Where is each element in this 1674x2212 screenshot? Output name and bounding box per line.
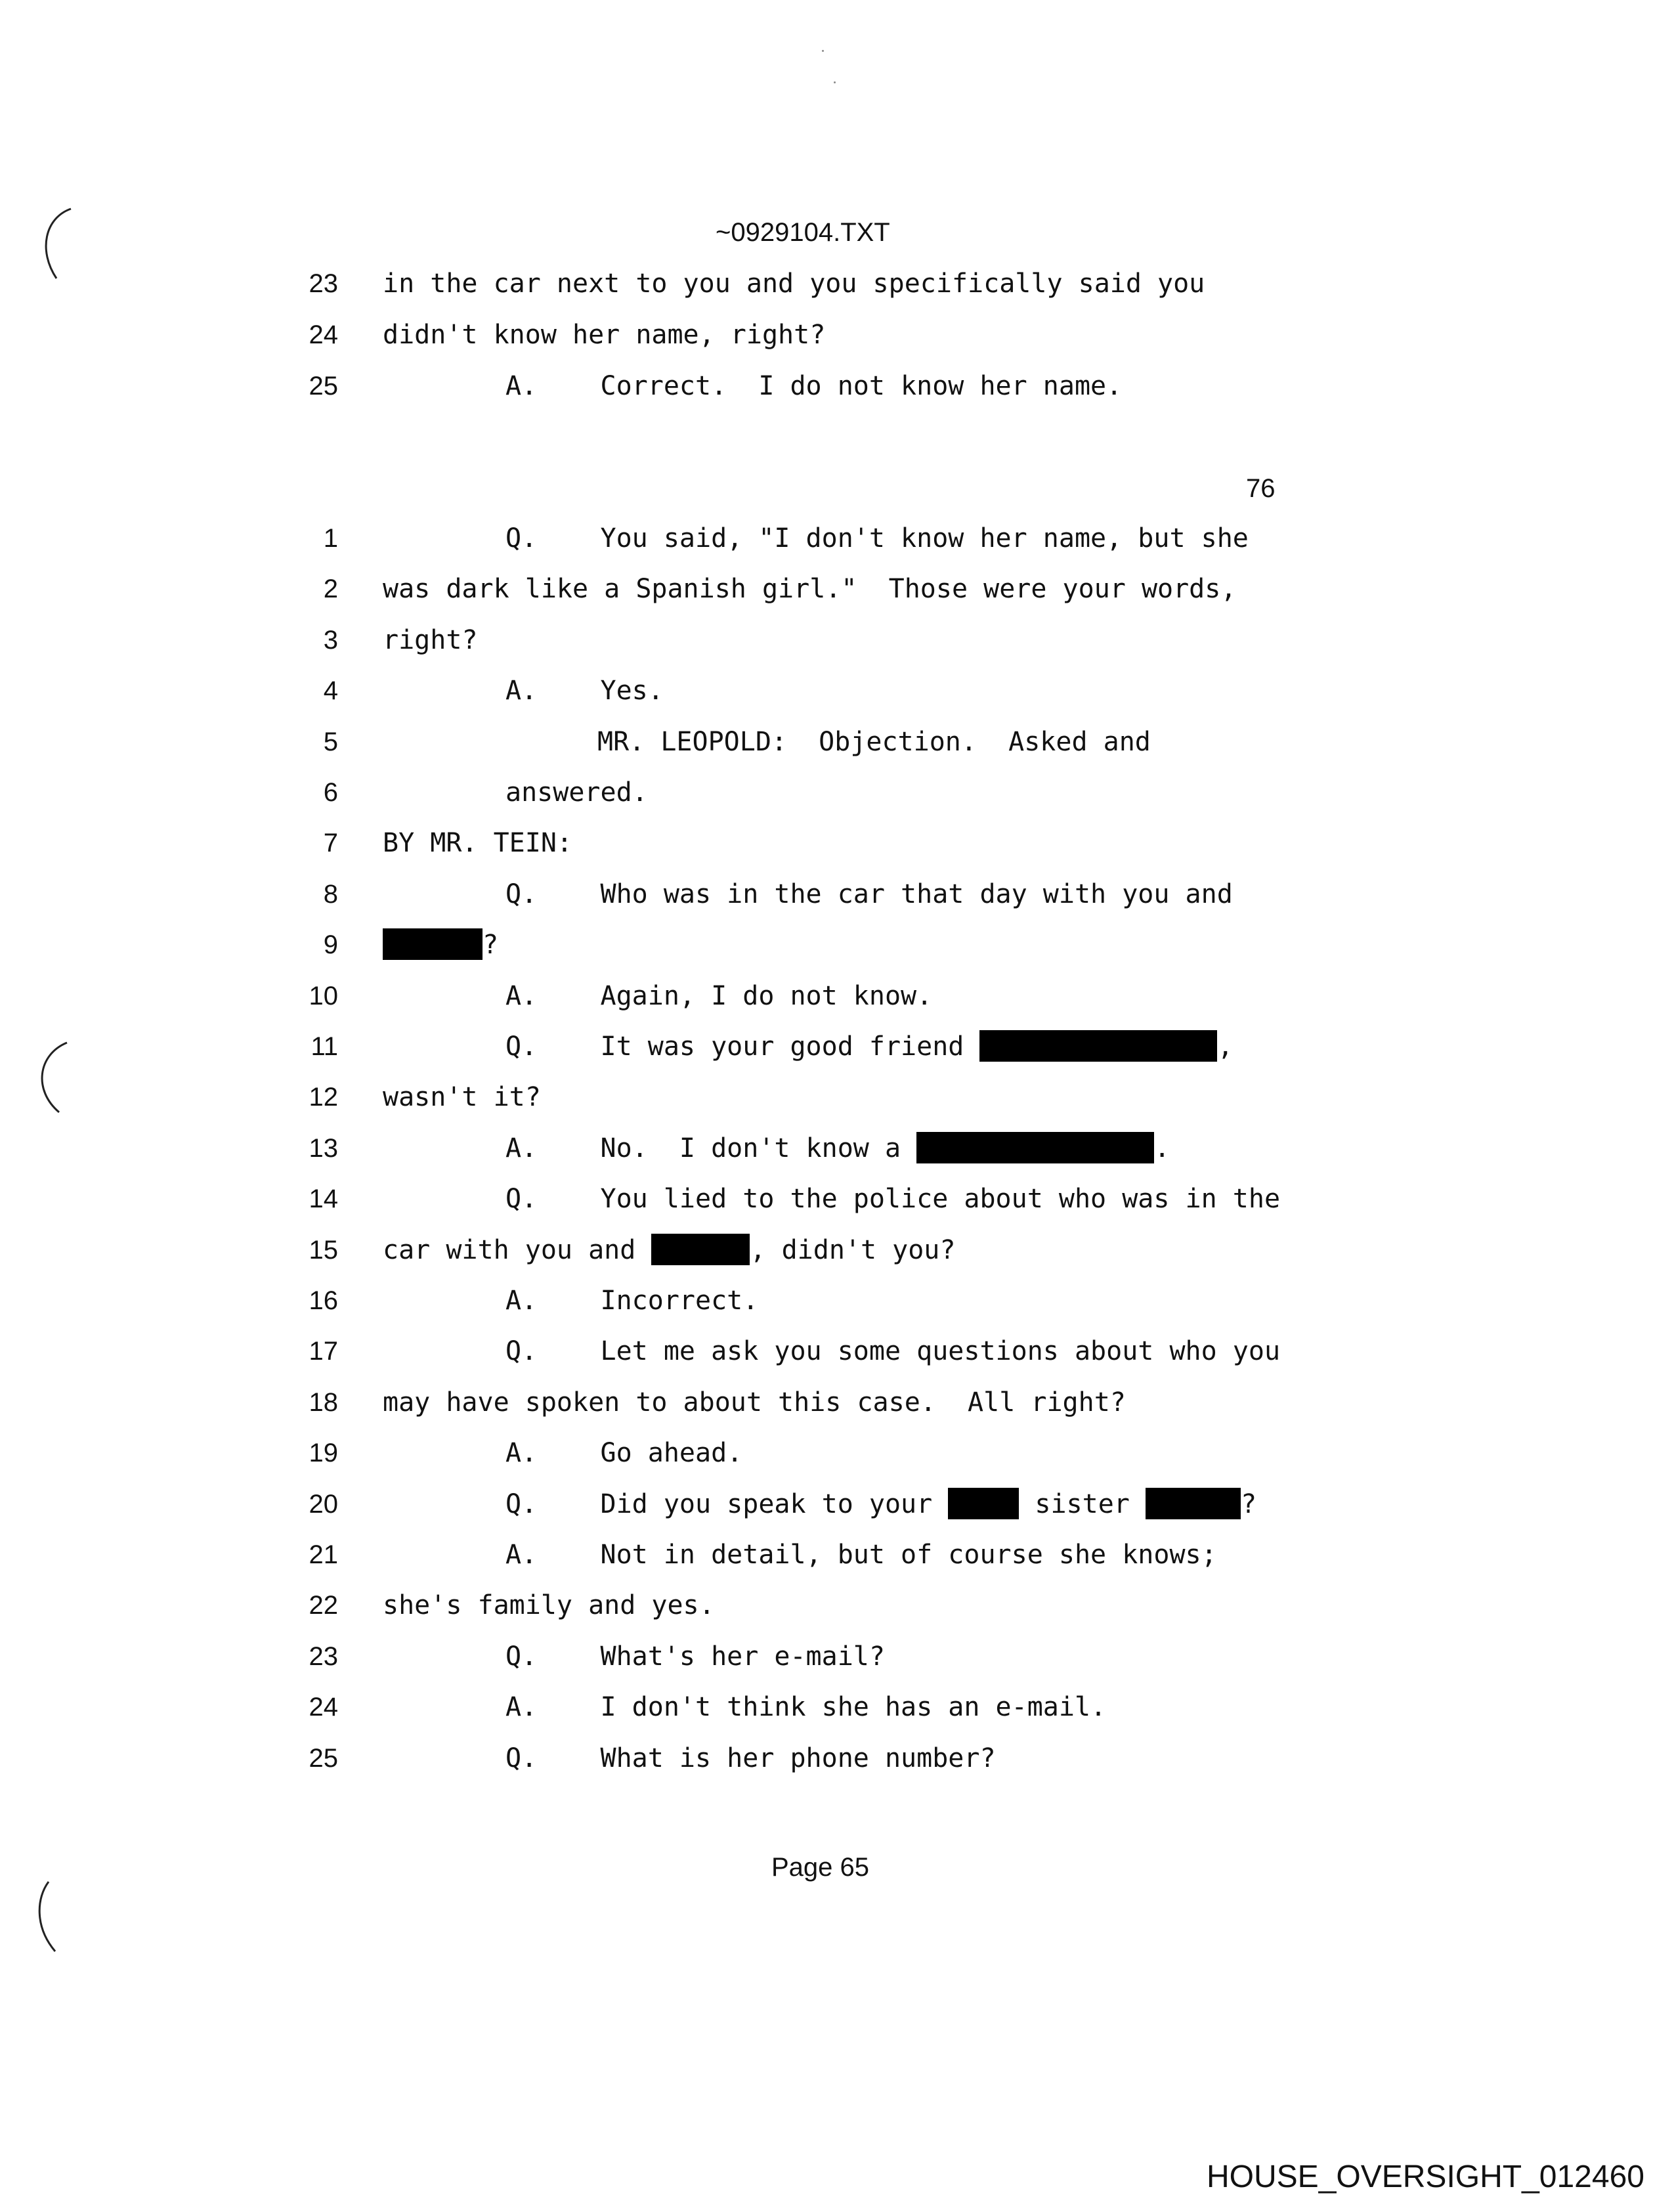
line-number: 14 [309, 1184, 338, 1214]
punch-hole-mark-bottom [26, 1878, 72, 1957]
transcript-line [0, 773, 1674, 812]
line-text-segment: . [1154, 1133, 1170, 1163]
line-text-segment: she's family and yes. [383, 1590, 715, 1621]
transcript-line [0, 925, 1674, 965]
line-text-segment: in the car next to you and you specifically said you [383, 269, 1205, 299]
line-number: 6 [323, 778, 338, 807]
line-text [383, 1077, 541, 1117]
redaction-block [383, 928, 483, 960]
transcript-line [0, 1433, 1674, 1473]
redaction-block [651, 1234, 750, 1265]
line-number: 11 [311, 1032, 338, 1061]
line-text-segment: A. I don't think she has an e-mail. [505, 1692, 1107, 1723]
line-number: 24 [309, 1693, 338, 1722]
page-footer-label: Page 65 [771, 1853, 870, 1882]
line-text [597, 722, 1151, 762]
line-text-segment: was dark like a Spanish girl." Those were your words, [383, 574, 1237, 605]
line-number: 19 [309, 1439, 338, 1468]
line-text-segment: sister [1019, 1488, 1146, 1519]
line-text [505, 1179, 1280, 1219]
line-number: 7 [323, 829, 338, 858]
line-text [505, 671, 664, 710]
line-text-segment: A. Again, I do not know. [505, 980, 933, 1011]
transcript-line [0, 1027, 1674, 1066]
line-number: 24 [309, 320, 338, 349]
line-text-segment: A. No. I don't know a [505, 1133, 917, 1163]
line-text-segment: A. Not in detail, but of course she knows; [505, 1540, 1217, 1570]
line-text-segment: car with you and [383, 1234, 652, 1265]
scan-speck [822, 50, 824, 52]
bates-number: HOUSE_OVERSIGHT_012460 [1207, 2159, 1644, 2194]
transcript-line [0, 875, 1674, 914]
line-text [505, 1281, 758, 1320]
transcript-line [0, 315, 1674, 355]
line-text [383, 569, 1236, 609]
line-text [383, 925, 498, 965]
transcript-line [0, 1230, 1674, 1270]
line-text-segment: Q. Let me ask you some questions about who you [505, 1336, 1281, 1367]
line-number: 15 [309, 1235, 338, 1265]
line-text [505, 1332, 1280, 1371]
transcript-line [0, 722, 1674, 762]
line-text [383, 1586, 715, 1625]
transcript-page-number: 76 [1246, 474, 1276, 503]
line-number: 23 [309, 269, 338, 298]
line-number: 3 [323, 625, 338, 655]
transcript-line [0, 1129, 1674, 1168]
line-text-segment: Q. You lied to the police about who was in the [505, 1184, 1281, 1215]
line-text [505, 875, 1233, 914]
line-number: 25 [309, 372, 338, 401]
line-text [383, 620, 478, 660]
line-text-segment: right? [383, 624, 478, 655]
line-number: 16 [309, 1286, 338, 1315]
transcript-line [0, 1535, 1674, 1574]
line-text-segment: A. Incorrect. [505, 1286, 759, 1316]
line-number: 21 [309, 1540, 338, 1569]
line-text [505, 366, 1122, 406]
line-text-segment: may have spoken to about this case. All right? [383, 1387, 1126, 1418]
transcript-line [0, 1687, 1674, 1727]
line-number: 10 [309, 981, 338, 1010]
line-text-segment: answered. [505, 777, 648, 808]
line-number: 8 [323, 879, 338, 909]
line-number: 9 [323, 930, 338, 960]
transcript-line [0, 1383, 1674, 1422]
transcript-line [0, 976, 1674, 1016]
line-text [505, 1637, 885, 1676]
line-text [383, 264, 1205, 303]
line-text-segment: , didn't you? [750, 1234, 956, 1265]
line-text-segment: BY MR. TEIN: [383, 828, 572, 859]
line-text-segment: Q. Did you speak to your [505, 1488, 949, 1519]
line-number: 23 [309, 1641, 338, 1671]
transcript-line [0, 1179, 1674, 1219]
redaction-block [948, 1488, 1019, 1519]
transcript-line [0, 823, 1674, 863]
redaction-block [979, 1030, 1217, 1062]
line-text [505, 1535, 1217, 1574]
transcript-line [0, 1586, 1674, 1625]
line-text-segment: Q. Who was in the car that day with you and [505, 878, 1233, 909]
line-text [383, 315, 825, 355]
transcript-line [0, 1281, 1674, 1320]
line-number: 17 [309, 1337, 338, 1366]
line-text-segment: MR. LEOPOLD: Objection. Asked and [597, 726, 1151, 757]
scan-speck [834, 81, 836, 83]
transcript-line [0, 264, 1674, 303]
line-text [505, 1129, 1170, 1168]
transcript-line [0, 671, 1674, 710]
line-text-segment: didn't know her name, right? [383, 320, 826, 350]
line-number: 13 [309, 1133, 338, 1163]
redaction-block [1146, 1488, 1241, 1519]
transcript-line [0, 569, 1674, 609]
transcript-line [0, 519, 1674, 558]
line-number: 20 [309, 1489, 338, 1519]
line-text [505, 1485, 1256, 1524]
line-text-segment: , [1217, 1031, 1234, 1062]
line-text [505, 1027, 1234, 1066]
line-text-segment: Q. It was your good friend [505, 1031, 980, 1062]
line-number: 4 [323, 676, 338, 706]
line-text [383, 1383, 1126, 1422]
line-text [505, 1687, 1106, 1727]
line-text-segment: Q. You said, "I don't know her name, but she [505, 523, 1249, 553]
line-text-segment: Q. What's her e-mail? [505, 1641, 885, 1672]
transcript-line [0, 366, 1674, 406]
transcript-line [0, 1739, 1674, 1778]
line-text-segment: Q. What is her phone number? [505, 1743, 996, 1773]
line-number: 2 [323, 575, 338, 604]
line-text [505, 519, 1249, 558]
line-text [383, 823, 572, 863]
transcript-line [0, 1077, 1674, 1117]
line-text-segment: A. Correct. I do not know her name. [505, 371, 1123, 401]
line-number: 5 [323, 727, 338, 756]
line-number: 22 [309, 1591, 338, 1620]
file-name-header: ~0929104.TXT [716, 218, 890, 247]
line-text-segment: A. Go ahead. [505, 1438, 743, 1469]
line-text-segment: wasn't it? [383, 1082, 541, 1113]
line-text-segment: A. Yes. [505, 676, 664, 706]
line-text [383, 1230, 955, 1270]
line-text-segment: ? [483, 930, 499, 961]
transcript-line [0, 1332, 1674, 1371]
line-text [505, 1739, 996, 1778]
line-text [505, 1433, 742, 1473]
line-number: 18 [309, 1387, 338, 1417]
transcript-line [0, 1637, 1674, 1676]
line-number: 1 [323, 524, 338, 553]
line-text [505, 976, 932, 1016]
line-text [505, 773, 648, 812]
redaction-block [916, 1132, 1154, 1163]
line-number: 25 [309, 1743, 338, 1773]
line-text-segment: ? [1240, 1488, 1257, 1519]
transcript-line [0, 620, 1674, 660]
line-number: 12 [309, 1083, 338, 1112]
transcript-line [0, 1485, 1674, 1524]
